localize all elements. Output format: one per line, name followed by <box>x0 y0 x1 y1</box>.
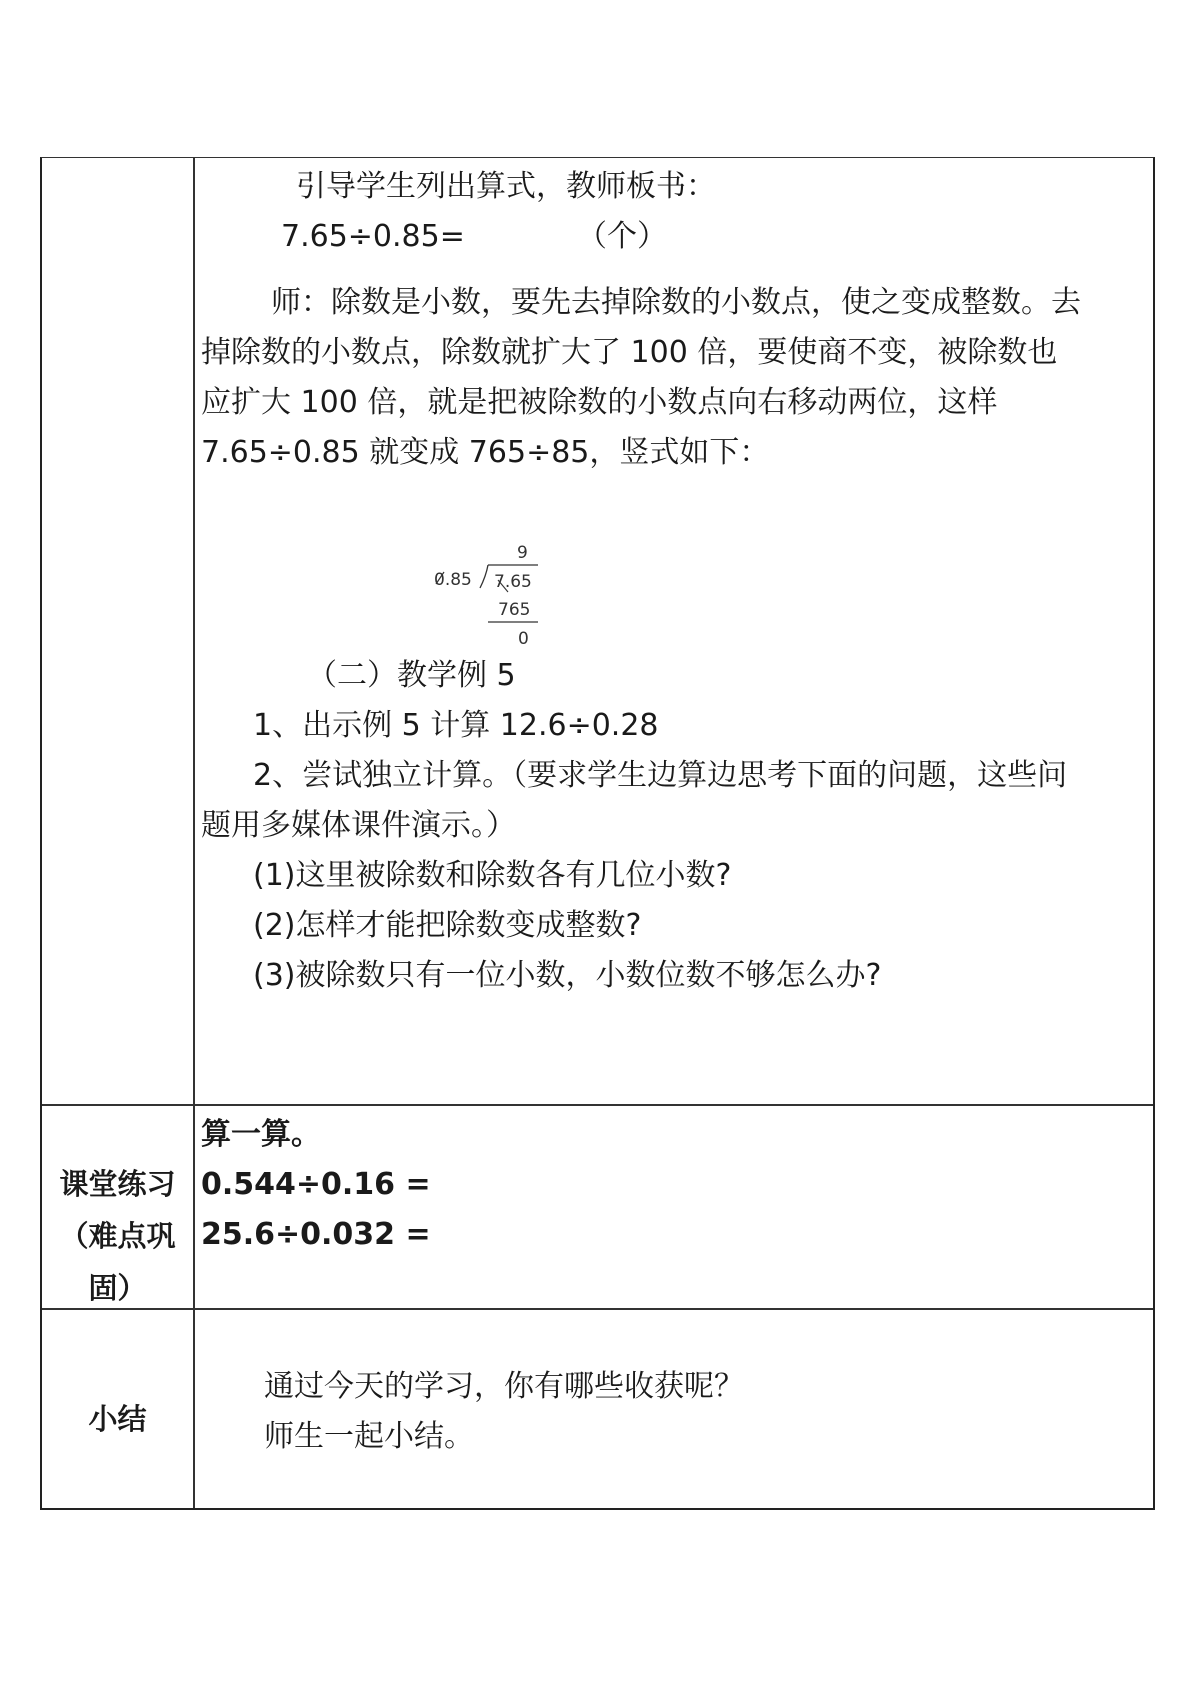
exercise-1: 0.544÷0.16 = <box>201 1167 431 1202</box>
column-divider <box>193 158 195 1508</box>
step-2-line-2: 题用多媒体课件演示。） <box>201 808 516 843</box>
summary-line-2: 师生一起小结。 <box>264 1419 474 1454</box>
question-2: (2)怎样才能把除数变成整数? <box>253 908 642 943</box>
para-line-1: 师：除数是小数，要先去掉除数的小数点，使之变成整数。去 <box>271 285 1081 320</box>
lesson-table <box>40 157 1155 1510</box>
division-divisor: 0.85 <box>434 570 472 590</box>
row-divider-2 <box>42 1308 1153 1310</box>
section-title: （二）教学例 5 <box>307 658 516 693</box>
division-product: 765 <box>498 600 531 620</box>
expression-text: 7.65÷0.85= <box>281 219 465 254</box>
practice-title: 算一算。 <box>201 1117 321 1152</box>
summary-line-1: 通过今天的学习，你有哪些收获呢？ <box>264 1369 744 1404</box>
division-dividend: 7.65 <box>494 572 532 592</box>
para-line-4: 7.65÷0.85 就变成 765÷85，竖式如下： <box>201 435 770 470</box>
practice-label-line-2: （难点巩 <box>59 1219 176 1253</box>
row-divider-1 <box>42 1104 1153 1106</box>
guide-text: 引导学生列出算式，教师板书： <box>296 169 716 204</box>
para-line-3: 应扩大 100 倍，就是把被除数的小数点向右移动两位，这样 <box>201 385 998 420</box>
practice-label-line-3: 固） <box>88 1271 147 1305</box>
question-1: (1)这里被除数和除数各有几位小数? <box>253 858 732 893</box>
question-3: (3)被除数只有一位小数，小数位数不够怎么办? <box>253 958 882 993</box>
step-2-line-1: 2、尝试独立计算。（要求学生边算边思考下面的问题，这些问 <box>253 758 1068 793</box>
summary-label: 小结 <box>88 1402 147 1436</box>
para-line-2: 掉除数的小数点，除数就扩大了 100 倍，要使商不变，被除数也 <box>201 335 1058 370</box>
step-1: 1、出示例 5 计算 12.6÷0.28 <box>253 708 659 743</box>
exercise-2: 25.6÷0.032 = <box>201 1217 431 1252</box>
practice-label-line-1: 课堂练习 <box>59 1167 176 1201</box>
unit-text: （个） <box>577 219 667 254</box>
division-remainder: 0 <box>518 629 529 649</box>
division-quotient: 9 <box>517 543 528 563</box>
long-division-figure <box>422 538 582 658</box>
division-bracket <box>480 565 488 588</box>
